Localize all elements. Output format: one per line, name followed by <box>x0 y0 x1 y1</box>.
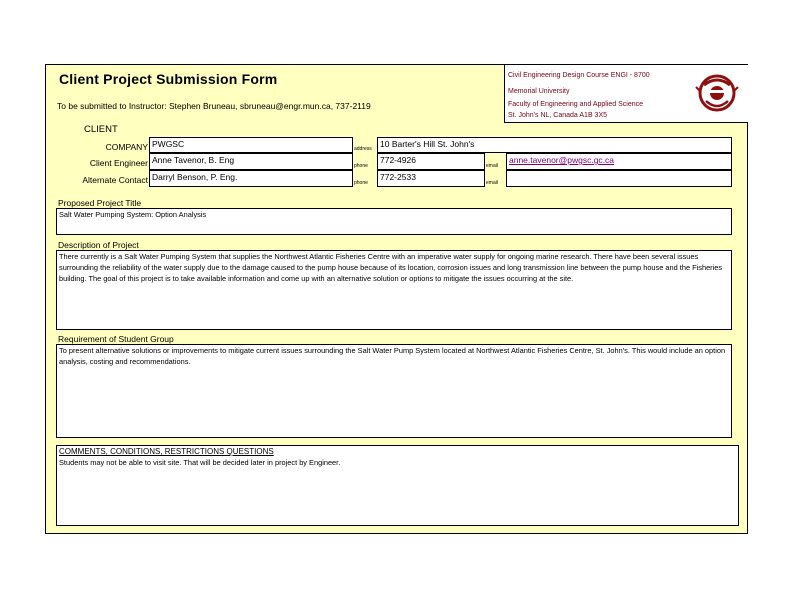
company-label: COMPANY <box>105 142 148 152</box>
alternate-phone-field[interactable]: 772-2533 <box>377 170 485 187</box>
university-name: Memorial University <box>508 88 570 95</box>
submit-instructions: To be submitted to Instructor: Stephen Bruneau, sbruneau@engr.mun.ca, 737-2119 <box>57 101 371 111</box>
project-title-label: Proposed Project Title <box>58 198 142 208</box>
alternate-contact-label: Alternate Contact <box>82 175 148 185</box>
university-crest-icon <box>694 71 740 115</box>
university-header <box>504 65 748 123</box>
comments-label: COMMENTS, CONDITIONS, RESTRICTIONS QUESTIONS <box>59 447 274 456</box>
description-label: Description of Project <box>58 240 139 250</box>
engineer-email-label: email <box>486 163 498 169</box>
engineer-email-field[interactable]: anne.tavenor@pwgsc.gc.ca <box>506 153 732 170</box>
project-title-field[interactable]: Salt Water Pumping System: Option Analysis <box>56 208 732 235</box>
engineer-phone-field[interactable]: 772-4926 <box>377 153 485 170</box>
university-address: St. John's NL, Canada A1B 3X5 <box>508 112 608 119</box>
comments-field[interactable]: Students may not be able to visit site. That will be decided later in project by Engineer. <box>59 458 341 467</box>
alternate-phone-label: phone <box>354 180 368 186</box>
submission-form-sheet <box>45 64 748 534</box>
client-section-label: CLIENT <box>84 124 118 135</box>
client-engineer-label: Client Engineer <box>89 158 148 168</box>
engineer-phone-label: phone <box>354 163 368 169</box>
faculty-name: Faculty of Engineering and Applied Science <box>508 101 644 108</box>
address-label: address <box>354 146 372 152</box>
requirement-field[interactable]: To present alternative solutions or improvements to mitigate current issues surrounding the Salt Water Pump System located at Northwest Atlantic Fisheries Centre, St. John's. This would include an option analysis, costing and recommendations. <box>56 344 732 438</box>
alternate-email-label: email <box>486 180 498 186</box>
company-field[interactable]: PWGSC <box>149 137 353 153</box>
description-field[interactable]: There currently is a Salt Water Pumping System that supplies the Northwest Atlantic Fisheries Centre with an imperative water supply for ongoing marine research. There have been several issues surrounding the reliability of the water supply due to the damage caused to the pump house because of its location, corrosion issues and long transmission line between the pump house and the Fisheries building. The goal of this project is to take available information and come up with an alternative solution or options to mitigate the issues occurring at the site. <box>56 250 732 330</box>
comments-box <box>56 445 739 526</box>
requirement-label: Requirement of Student Group <box>58 334 174 344</box>
alternate-contact-field[interactable]: Darryl Benson, P. Eng. <box>149 170 353 187</box>
form-title: Client Project Submission Form <box>59 71 278 87</box>
client-engineer-field[interactable]: Anne Tavenor, B. Eng <box>149 153 353 170</box>
alternate-email-field[interactable] <box>506 170 732 187</box>
course-name: Civil Engineering Design Course ENGI - 8700 <box>508 72 650 79</box>
address-field[interactable]: 10 Barter's Hill St. John's <box>377 137 732 153</box>
